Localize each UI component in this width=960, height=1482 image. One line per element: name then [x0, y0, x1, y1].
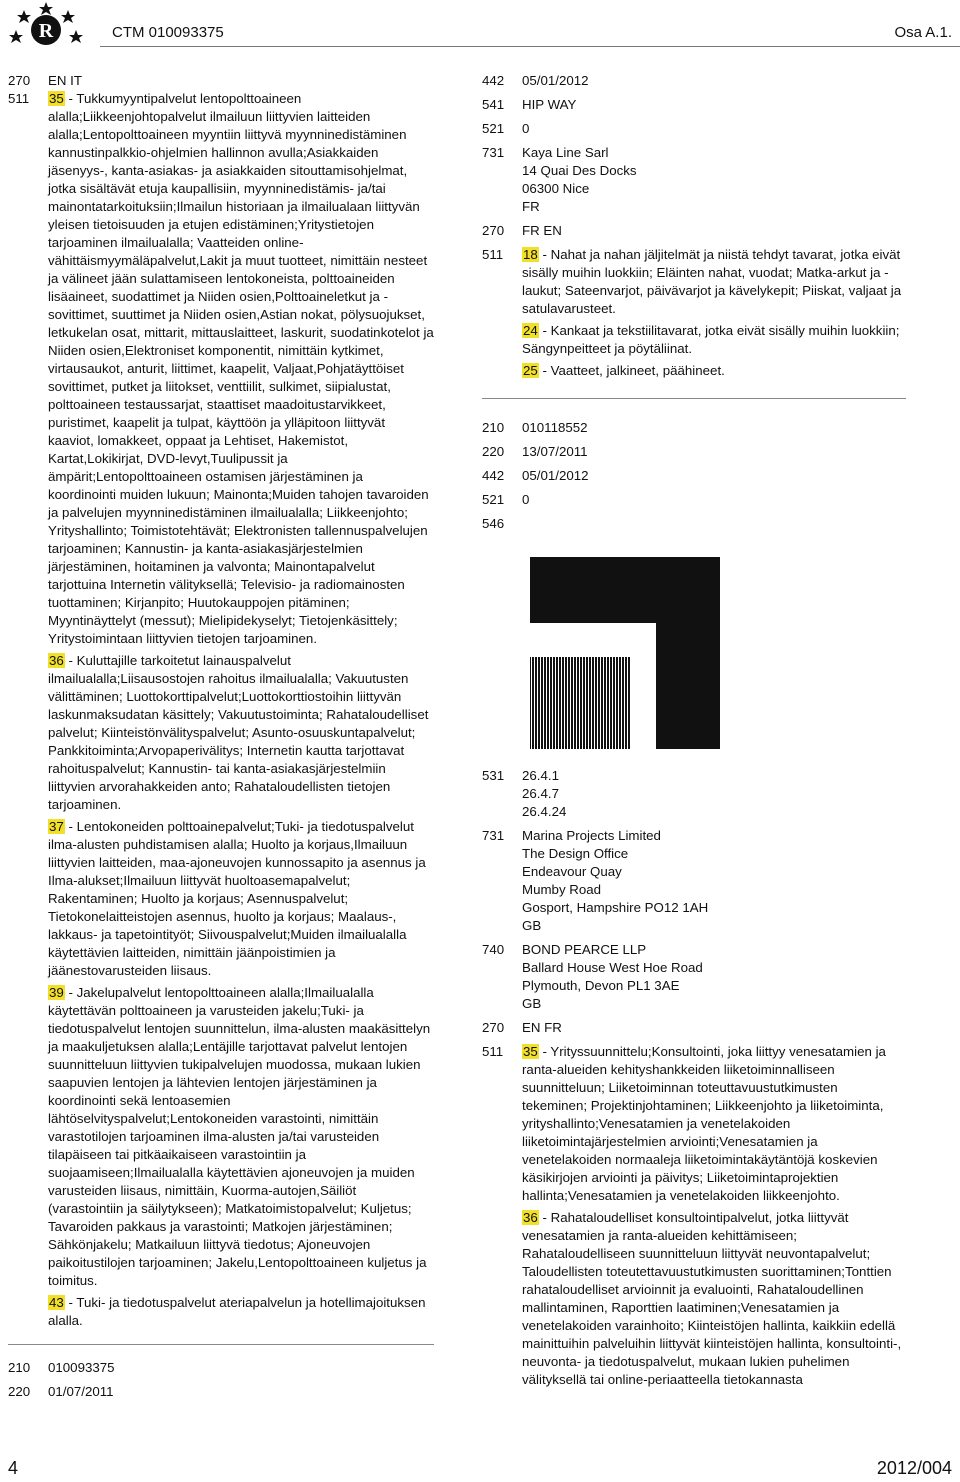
class-number: 39: [49, 985, 64, 1000]
field-521: [482, 120, 906, 138]
address-line: Endeavour Quay: [522, 864, 622, 879]
languages: EN FR: [522, 1020, 562, 1035]
address-line: 14 Quai Des Docks: [522, 163, 637, 178]
class-number: 35: [523, 1044, 538, 1059]
field-code: 210: [8, 1360, 31, 1375]
field-731: [482, 144, 906, 216]
field-code: 270: [482, 223, 505, 238]
filing-date: 01/07/2011: [48, 1384, 114, 1399]
address-line: The Design Office: [522, 846, 629, 861]
class-text: - Yrityssuunnittelu;Konsultointi, joka liittyy venesatamien ja ranta-alueiden kehityshankkeiden liiketoiminnalliseen suunnitteluun; Liiketoiminnan toteuttavuustutkimusten tekeminen; Projektinjohtaminen; Liikkeenjohto ja liiketoiminta, yrityshallinto;Venesatamien ja venetelakoiden liiketoimintajärjestelmien arviointi;Venesatamien ja venetelakoiden normaaleja liiketoimintakäytäntöjä koskevien käsikirjojen arviointi ja päivitys; Liiketoimintaprojektien hallinta;Venesatamien ja venetelakoiden liikkeenjohto.: [522, 1044, 886, 1203]
field-270: [8, 72, 434, 90]
address-line: 06300 Nice: [522, 181, 590, 196]
goods-services-list: [48, 90, 434, 1334]
address-line: Ballard House West Hoe Road: [522, 960, 703, 975]
field-code: 740: [482, 942, 505, 957]
field-740: [482, 941, 906, 1013]
class-number: 24: [523, 323, 538, 338]
field-541: [482, 96, 906, 114]
applicant-address: [522, 827, 906, 935]
field-code: 442: [482, 468, 505, 483]
field-220: [8, 1383, 434, 1401]
class-number: 37: [49, 819, 64, 834]
vienna-code: 26.4.7: [522, 786, 559, 801]
class-entry: [48, 652, 434, 814]
class-text: - Tukkumyyntipalvelut lentopolttoaineen alalla;Liikkeenjohtopalvelut ilmailuun liittyvien laitteiden alalla;Lentopolttoaineen myyntiin liittyvä myynninedistäminen kannustinpalkkio-ohjelmien hallinnon avulla;Asiakkaiden jäsenyys-, kanta-asiakas- ja asiakkaiden sitouttamisohjelmat, jotka sisältävät etuja kaupallisiin, myynninedistämis- ja/tai mainontatarkoituksiin;Ilmailun historiaan ja ilmailualaan liittyvän yleisen tietoisuuden ja etujen edistäminen;Yritystietojen tarjoaminen ilmailualalla; Vaatteiden online-vähittäismyymäläpalvelut,Lakit ja muut tuotteet, nimittäin nesteet ja välineet jään sulattamiseen lentokoneista, polttoaineiden lisäaineet, suodattimet ja Niiden osien,Polttoaineletkut ja -sovittimet, suuttimet ja Niiden osien,Astian nokat, pölysuojukset, letkukelan osat, mittarit, mittauslaitteet, laskurit, suodatinkotelot ja Niiden osien,Elektroniset komponentit, nimittäin kytkimet, virtausaukot, anturit, liittimet, kaapelit, Valjaat,Pohjatäyttöiset sovittimet, putket ja liitokset, venttiilit, sulkimet, siipialustat, polttoaineen testaussarjat, staattiset maadoitustarvikkeet, puristimet, kaapelit ja tulpat, käyttöön ja ylläpitoon liittyvät kaaviot, lomakkeet, oppaat ja Lehtiset, Hakemistot, Kartat,Lokikirjat, DVD-levyt,Tuulipussit ja ämpärit;Lentopolttoaineen ostamisen järjestäminen ja koordinointi muiden lukuun; Mainonta;Muiden tahojen tavaroiden ja palvelujen myynninedistäminen ilmailualalla; Liikkeenjohto; Yrityshallinto; Toimistotehtävät; Elektronisten tallennuspalvelujen tarjoaminen; Kannustin- ja kanta-asiakasjärjestelmien järjestäminen, hoitaminen ja valvonta; Mainontapalvelut tarjottuina Internetin välityksellä; Televisio- ja radiomainosten tuottaminen; Kirjanpito; Huutokauppojen pitäminen; Myyntinäyttelyt (messut); Mielipidekyselyt; Tietojenkäsittely; Yritystoimintaan liittyvien tietojen tarjoaminen.: [48, 91, 434, 646]
figurative-mark-image: [520, 557, 720, 749]
field-442: [482, 72, 906, 90]
class-entry: [48, 984, 434, 1290]
class-number: 43: [49, 1295, 64, 1310]
entry-separator: [8, 1344, 434, 1345]
application-number: 010093375: [48, 1360, 115, 1375]
field-210: [8, 1359, 434, 1377]
goods-services-list: [522, 246, 906, 384]
header-rule: [100, 46, 960, 47]
class-entry: [522, 1043, 906, 1205]
field-code: 521: [482, 492, 505, 507]
goods-services-list: [522, 1043, 906, 1393]
publication-date: 05/01/2012: [522, 73, 589, 88]
word-mark: HIP WAY: [522, 97, 577, 112]
class-number: 35: [49, 91, 64, 106]
address-line: Gosport, Hampshire PO12 1AH: [522, 900, 709, 915]
field-code: 546: [482, 516, 505, 531]
field-521: [482, 491, 906, 509]
field-270: [482, 222, 906, 240]
field-511: [8, 90, 434, 1334]
class-number: 36: [49, 653, 64, 668]
field-511: [482, 1043, 906, 1393]
publication-date: 05/01/2012: [522, 468, 589, 483]
class-text: - Lentokoneiden polttoainepalvelut;Tuki- ja tiedotuspalvelut ilma-alusten puhdistamisen alalla; Huolto ja korjaus,Ilmailuun liittyvien laitteiden, maa-ajoneuvojen kunnossapito ja asennus ja Ilma-alukset;Ilmailuun liittyvät huoltoasemapalvelut; Rakentaminen; Huolto ja korjaus; Asennuspalvelut; Tietokonelaitteistojen asennus, huolto ja korjaus; Maalaus-, lakkaus- ja tapetointityöt; Siivouspalvelut;Muiden ilmailualalla käytettävien laitteiden, nimittäin jäänpoistimien ja jäänestovarusteiden liisaus.: [48, 819, 426, 978]
field-code: 270: [482, 1020, 505, 1035]
field-code: 541: [482, 97, 505, 112]
class-text: - Jakelupalvelut lentopolttoaineen alalla;Ilmailualalla käytettävän polttoaineen ja varusteiden jakelu;Tuki- ja tiedotuspalvelut lentojen suunnittelun, ilma-alusten maakäsittelyn ja maakuljetuksen alalla;Lentäjille tarjottavat palvelut lentojen suunnitteluun liittyvien tukipalvelujen muodossa, mukaan lukien saapuvien lentojen ja lähtevien lentojen järjestäminen ja koordinointi sekä lentoasemien lähtöselvityspalvelut;Lentokoneiden varastointi, nimittäin varastotilojen tarjoaminen ilma-alusten ja/tai varusteiden tilapäiseen tai pitkäaikaiseen varastointiin ja suojaamiseen;Ilmailualalla käytettävien ajoneuvojen ja muiden varusteiden liisaus, nimittäin, Kuorma-autojen,Säiliöt (varastointiin ja säilytykseen); Matkatoimistopalvelut; Kuljetus; Tavaroiden pakkaus ja varastointi; Matkojen järjestäminen; Sähkönjakelu; Matkailuun liittyvä tiedotus; Ajoneuvojen paikoitustilojen tarjoaminen; Jakelu,Lentopolttoaineen kuljetus ja toimitus.: [48, 985, 431, 1288]
representative-address: [522, 941, 906, 1013]
field-code: 220: [8, 1384, 31, 1399]
oami-logo: [8, 0, 84, 52]
vienna-code: 26.4.24: [522, 804, 567, 819]
field-code: 521: [482, 121, 505, 136]
address-line: Kaya Line Sarl: [522, 145, 609, 160]
class-text: - Kuluttajille tarkoitetut lainauspalvelut ilmailualalla;Liisausostojen rahoitus ilmailualalla; Vakuutusten välittäminen; Luottokorttipalvelut;Luottokorttiostoihin liittyvän laskunmaksudatan käsittely; Vakuutustoiminta; Rahataloudelliset palvelut; Kiinteistönvälityspalvelut; Asunto-osuuskuntapalvelut; Pankkitoiminta;Arvopaperivälitys; Internetin kautta tarjottavat rahoituspalvelut; Kannustin- tai kanta-asiakasjärjestelmiin liittyvien arvorahakkeiden anto; Rahataloudellisten tietojen tarjoaminen.: [48, 653, 429, 812]
field-code: 511: [482, 1044, 504, 1059]
field-code: 270: [8, 73, 31, 88]
class-text: - Vaatteet, jalkineet, päähineet.: [538, 363, 725, 378]
field-220: [482, 443, 906, 461]
class-text: - Nahat ja nahan jäljitelmät ja niistä tehdyt tavarat, jotka eivät sisälly muihin luokkiin; Eläinten nahat, vuodat; Matka-arkut ja -laukut; Sateenvarjot, päivävarjot ja kävelykepit; Piiskat, valjaat ja satulavarusteet.: [522, 247, 902, 316]
filing-date: 13/07/2011: [522, 444, 588, 459]
class-entry: [48, 1294, 434, 1330]
address-line: GB: [522, 996, 542, 1011]
field-210: [482, 419, 906, 437]
class-entry: [522, 246, 906, 318]
field-442: [482, 467, 906, 485]
class-entry: [522, 362, 906, 380]
class-number: 18: [523, 247, 538, 262]
applicant-address: [522, 144, 906, 216]
field-code: 531: [482, 768, 505, 783]
address-line: GB: [522, 918, 542, 933]
vienna-classification: [522, 767, 906, 821]
languages: EN IT: [48, 73, 82, 88]
class-entry: [48, 818, 434, 980]
field-531: [482, 767, 906, 821]
class-text: - Rahataloudelliset konsultointipalvelut, jotka liittyvät venesatamien ja ranta-alueiden kehittämiseen; Rahataloudelliseen suunnitteluun liittyvät neuvontapalvelut; Taloudellisten toteutettavuustutkimusten suorittaminen;Tonttien rahataloudelliset arvioinnit ja evaluointi, Rahataloudellinen mallintaminen, Raporttien laatiminen;Venesatamien ja venetelakoiden varainhoito; Kiinteistöjen hallinta, kaikkiin edellä mainittuihin palveluihin liittyvät kiinteistöjen hallinta, konsultointi-, neuvonta- ja tiedotuspalvelut, mukaan lukien puhelimen välityksellä tai online-periaatteella tietokannasta: [522, 1210, 902, 1387]
field-code: 511: [482, 247, 504, 262]
class-entry: [522, 1209, 906, 1389]
field-code: 731: [482, 145, 505, 160]
application-number: 010118552: [522, 420, 588, 435]
class-entry: [522, 322, 906, 358]
address-line: BOND PEARCE LLP: [522, 942, 647, 957]
vienna-code: 26.4.1: [522, 768, 559, 783]
document-code: CTM 010093375: [112, 24, 224, 41]
entry-separator: [482, 398, 906, 399]
right-column: [482, 72, 906, 1393]
field-546: [482, 515, 906, 533]
distinctiveness: 0: [522, 121, 530, 136]
class-text: - Tuki- ja tiedotuspalvelut ateriapalvelun ja hotellimajoituksen alalla.: [48, 1295, 426, 1328]
svg-text:R: R: [38, 20, 54, 42]
field-731: [482, 827, 906, 935]
field-code: 442: [482, 73, 505, 88]
field-code: 731: [482, 828, 505, 843]
class-number: 36: [523, 1210, 538, 1225]
address-line: Plymouth, Devon PL1 3AE: [522, 978, 680, 993]
class-entry: [48, 90, 434, 648]
page-number: 4: [8, 1458, 19, 1478]
distinctiveness: 0: [522, 492, 530, 507]
field-code: 511: [8, 91, 30, 106]
languages: FR EN: [522, 223, 562, 238]
bulletin-issue: 2012/004: [876, 1458, 952, 1478]
section-label: Osa A.1.: [894, 24, 952, 41]
field-270: [482, 1019, 906, 1037]
left-column: [8, 72, 434, 1401]
field-code: 210: [482, 420, 505, 435]
address-line: Mumby Road: [522, 882, 602, 897]
field-code: 220: [482, 444, 505, 459]
class-number: 25: [523, 363, 538, 378]
class-text: - Kankaat ja tekstiilitavarat, jotka eivät sisälly muihin luokkiin; Sängynpeitteet ja pöytäliinat.: [522, 323, 900, 356]
field-511: [482, 246, 906, 384]
address-line: Marina Projects Limited: [522, 828, 661, 843]
address-line: FR: [522, 199, 540, 214]
